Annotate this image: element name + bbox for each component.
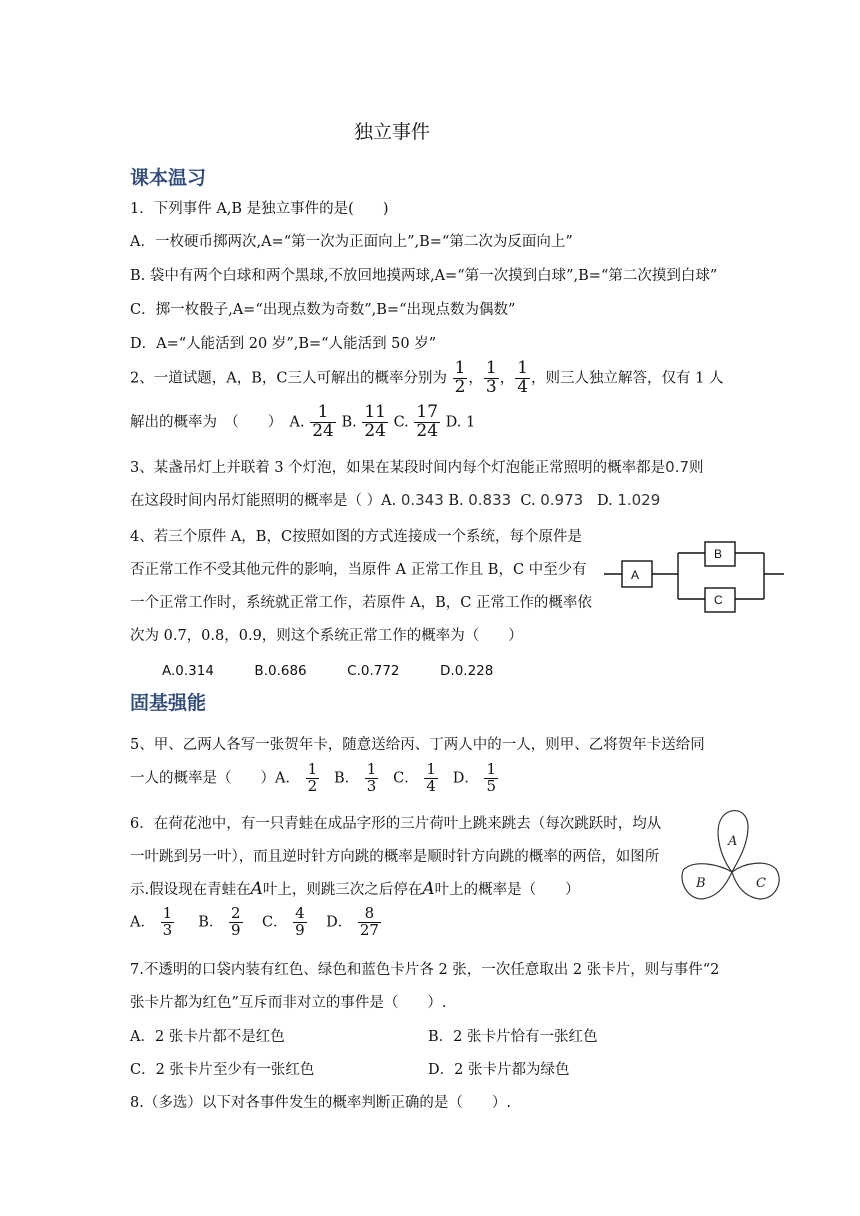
q2-frac-a: $\frac{1}{2}$ <box>454 358 466 397</box>
q3-option-d: 1.029 <box>617 491 661 509</box>
q7-line2: 张卡片都为红色”互斥而非对立的事件是（ ）. <box>130 995 447 1011</box>
q5-option-b-label: B． <box>333 770 360 787</box>
q6-line3-b: 叶上，则跳三次之后停在 <box>262 882 423 898</box>
q7-option-c: C．2 张卡片至少有一张红色 <box>130 1062 315 1078</box>
q3-probability: 0.7 <box>665 458 690 476</box>
q5-option-d: $\frac{1}{5}$ <box>486 760 496 795</box>
q6-leaf-2: A <box>422 879 435 899</box>
q1-option-b: B. 袋中有两个白球和两个黑球,不放回地摸两球,A=“第一次摸到白球”,B=“第二次摸到白球” <box>130 268 718 284</box>
q3-line2-text: 在这段时间内吊灯能照明的概率是（ ）A. <box>130 493 397 509</box>
lily-pad-diagram <box>676 805 786 905</box>
q6-options-line <box>130 906 382 939</box>
q6-option-c: $\frac{4}{9}$ <box>295 904 305 939</box>
q5-option-a: $\frac{1}{2}$ <box>307 760 318 795</box>
q5-line1: 5、甲、乙两人各写一张贺年卡，随意送给丙、丁两人中的一人，则甲、乙将贺年卡送给同 <box>130 737 705 753</box>
q6-option-b-label: B． <box>198 914 224 931</box>
q1-option-a: A．一枚硬币掷两次,A=“第一次为正面向上”,B=“第二次为反面向上” <box>130 234 573 250</box>
q3-line2 <box>130 489 660 510</box>
q2-option-d: D. 1 <box>445 414 476 431</box>
q2-option-c-label: C. <box>393 414 409 431</box>
section-heading-review: 课本温习 <box>130 167 207 189</box>
q5-option-c: $\frac{1}{4}$ <box>426 760 436 795</box>
q7-option-a: A．2 张卡片都不是红色 <box>130 1029 285 1045</box>
q2-line2: 解出的概率为 （ ） A. <box>130 414 305 431</box>
q4-line1: 4、若三个原件 A，B，C按照如图的方式连接成一个系统，每个原件是 <box>130 529 583 545</box>
lily-label-b: B <box>696 876 706 891</box>
q2-frac-b: $\frac{1}{3}$ <box>485 358 497 397</box>
q2-frac-c: $\frac{1}{4}$ <box>517 358 529 397</box>
q6-option-a: $\frac{1}{3}$ <box>162 904 173 939</box>
q2-stem-line1: 2、一道试题，A，B，C三人可解出的概率分别为 $\frac{1}{2}$ ， $\frac{1}{3}$ ， $\frac{1}{4}$ ，则三人独立解答，仅有 1 人 <box>130 358 724 397</box>
section-heading-consolidate: 固基强能 <box>130 692 207 714</box>
q6-line1: 6．在荷花池中，有一只青蛙在成品字形的三片荷叶上跳来跳去（每次跳跃时，均从 <box>130 816 662 832</box>
q1-stem: 1．下列事件 A,B 是独立事件的是( ) <box>130 201 389 217</box>
q6-option-a-label: A． <box>130 914 155 931</box>
q8-line1: 8.（多选）以下对各事件发生的概率判断正确的是（ ）. <box>130 1095 511 1111</box>
q3-line1 <box>130 456 704 477</box>
q2-option-b-label: B. <box>341 414 357 431</box>
q4-options: A.0.314 B.0.686 C.0.772 D.0.228 <box>162 663 494 679</box>
lily-label-c: C <box>756 876 766 891</box>
q4-line2: 否正常工作不受其他元件的影响，当原件 A 正常工作且 B，C 中至少有 <box>130 562 587 578</box>
q3-option-c-label: C. <box>520 493 536 509</box>
q2-options-line <box>130 404 475 441</box>
q6-line3-c: 叶上的概率是（ ） <box>434 882 580 898</box>
q6-option-b: $\frac{2}{9}$ <box>230 904 241 939</box>
q6-line3-a: 示.假设现在青蛙在 <box>130 882 251 898</box>
q1-option-c: C．掷一枚骰子,A=“出现点数为奇数”,B=“出现点数为偶数” <box>130 302 516 318</box>
q5-options-line <box>130 762 499 795</box>
q2-option-a: $\frac{1}{24}$ <box>312 402 334 441</box>
q4-line3: 一个正常工作时，系统就正常工作，若原件 A，B，C 正常工作的概率依 <box>130 595 592 611</box>
q6-line2: 一叶跳到另一叶），而且逆时针方向跳的概率是顺时针方向跳的概率的两倍，如图所 <box>130 849 660 865</box>
q1-option-d: D．A=“人能活到 20 岁”,B=“人能活到 50 岁” <box>130 336 437 352</box>
page-title: 独立事件 <box>354 121 431 143</box>
q5-option-d-label: D． <box>452 770 479 787</box>
q3-option-b-label: B. <box>448 493 464 509</box>
q3-option-c: 0.973 <box>540 491 584 509</box>
q4-line4: 次为 0.7，0.8，0.9，则这个系统正常工作的概率为（ ） <box>130 628 523 644</box>
q6-option-d: $\frac{8}{27}$ <box>359 904 379 939</box>
q2-option-c: $\frac{17}{24}$ <box>416 402 439 441</box>
q5-option-b: $\frac{1}{3}$ <box>366 760 377 795</box>
q6-option-d-label: D． <box>326 914 353 931</box>
lily-pad-b <box>682 864 732 899</box>
q7-line1: 7.不透明的口袋内装有红色、绿色和蓝色卡片各 2 张，一次任意取出 2 张卡片，则与事件“2 <box>130 962 720 978</box>
q7-option-b: B．2 张卡片恰有一张红色 <box>428 1029 598 1045</box>
q5-line2: 一人的概率是（ ）A． <box>130 770 300 787</box>
q3-option-a: 0.343 <box>400 491 444 509</box>
circuit-label-c: C <box>714 593 723 607</box>
circuit-diagram <box>604 536 786 618</box>
q2-stem-a: 2、一道试题，A，B，C三人可解出的概率分别为 <box>130 370 447 387</box>
q3-line1-text: 3、某盏吊灯上并联着 3 个灯泡，如果在某段时间内每个灯泡能正常照明的概率都是 <box>130 460 666 476</box>
q6-line3 <box>130 878 580 899</box>
q7-option-d: D．2 张卡片都为绿色 <box>428 1062 570 1078</box>
q6-leaf-1: A <box>250 879 263 899</box>
q3-option-b: 0.833 <box>468 491 512 509</box>
circuit-label-a: A <box>631 568 640 582</box>
q2-stem-b: ，则三人独立解答，仅有 1 人 <box>531 370 724 387</box>
q5-option-c-label: C． <box>393 770 419 787</box>
q3-option-d-label: D. <box>597 493 613 509</box>
lily-label-a: A <box>728 834 738 849</box>
circuit-label-b: B <box>714 547 723 561</box>
q2-option-b: $\frac{11}{24}$ <box>364 402 386 441</box>
q6-option-c-label: C． <box>261 914 288 931</box>
q3-then: 则 <box>689 460 704 476</box>
